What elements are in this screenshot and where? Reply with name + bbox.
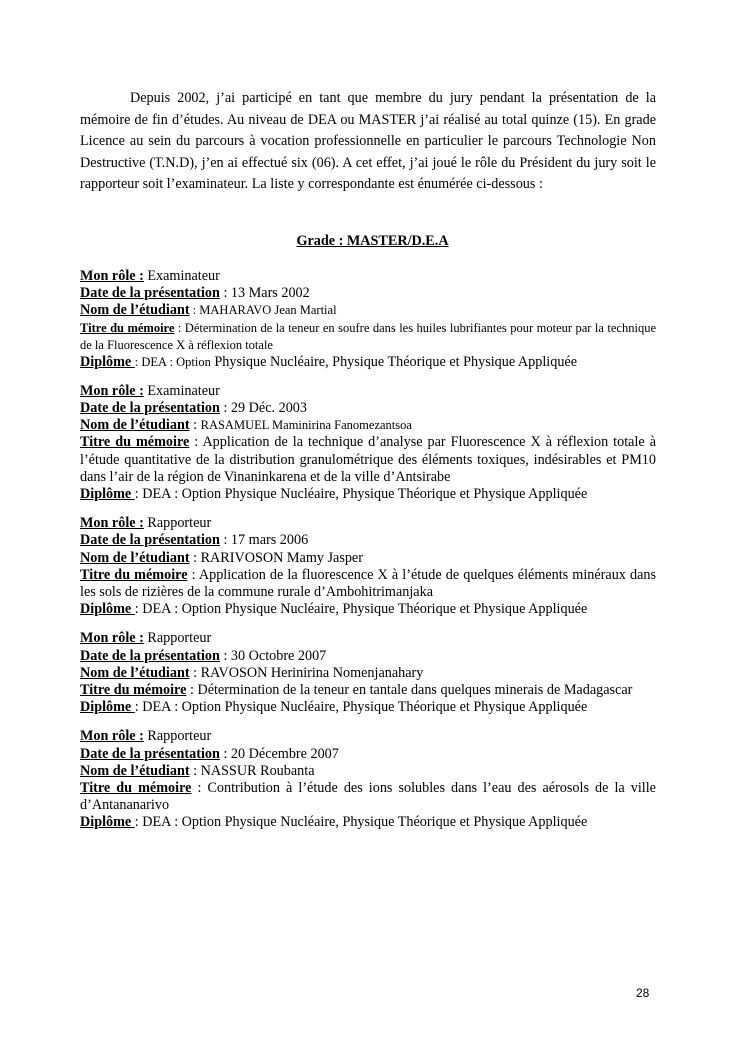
date-line [80, 285, 656, 302]
title-label: Titre du mémoire [80, 566, 188, 583]
date-value: : 13 Mars 2002 [219, 285, 310, 302]
jury-entry [80, 515, 656, 618]
role-value: Rapporteur [143, 630, 212, 647]
title-label: Titre du mémoire [80, 682, 187, 699]
date-label: Date de la présentation [80, 532, 220, 549]
title-label: Titre du mémoire [80, 780, 192, 797]
student-label: Nom de l’étudiant [80, 302, 190, 319]
diploma-value: : DEA : Option Physique Nucléaire, Physique Théorique et Physique Appliquée [134, 601, 588, 618]
role-line [80, 728, 656, 745]
diploma-value: : DEA : Option Physique Nucléaire, Physique Théorique et Physique Appliquée [134, 699, 588, 716]
diploma-line [80, 354, 656, 371]
student-label: Nom de l’étudiant [80, 762, 190, 779]
role-label: Mon rôle : [80, 630, 144, 647]
title-line [80, 682, 656, 699]
role-line [80, 515, 656, 532]
role-value: Rapporteur [143, 515, 212, 532]
role-label: Mon rôle : [80, 728, 144, 745]
title-label: Titre du mémoire [80, 320, 175, 335]
title-line [80, 434, 656, 486]
student-line [80, 665, 656, 682]
student-line [80, 302, 656, 319]
date-line [80, 648, 656, 665]
date-label: Date de la présentation [80, 745, 220, 762]
diploma-line [80, 814, 656, 831]
jury-entry [80, 268, 656, 371]
jury-entries-list [80, 268, 656, 844]
student-value: : RARIVOSON Mamy Jasper [189, 549, 363, 566]
diploma-line [80, 601, 656, 618]
diploma-label: Diplôme [80, 814, 135, 831]
jury-entry [80, 728, 656, 831]
intro-paragraph: Depuis 2002, j’ai participé en tant que membre du jury pendant la présentation de la mémoire de fin d’études. Au niveau de DEA ou MASTER j’ai réalisé au total quinze (15). En grade Licence au sein du parcours à vocation professionnelle en particulier le parcours Technologie Non Destructive (T.N.D), j’en ai effectué six (06). A cet effet, j’ai joué le rôle du Président du jury soit le rapporteur soit l’examinateur. La liste y correspondante est énumérée ci-dessous : [80, 90, 656, 193]
date-value: : 17 mars 2006 [219, 532, 309, 549]
title-line [80, 320, 656, 354]
grade-heading-text: Grade : MASTER/D.E.A [296, 233, 449, 249]
student-label: Nom de l’étudiant [80, 549, 190, 566]
diploma-line [80, 699, 656, 716]
diploma-label: Diplôme [80, 486, 135, 503]
role-line [80, 383, 656, 400]
student-value: : RAVOSON Herinirina Nomenjanahary [189, 664, 424, 681]
title-value: : Détermination de la teneur en soufre dans les huiles lubrifiantes pour moteur par la technique de la Fluorescence X à réflexion totale [80, 320, 656, 352]
diploma-line [80, 486, 656, 503]
student-value: : MAHARAVO Jean Martial [189, 303, 337, 318]
title-line [80, 567, 656, 601]
date-value: : 30 Octobre 2007 [219, 647, 327, 664]
date-label: Date de la présentation [80, 285, 220, 302]
diploma-prefix: : DEA : Option [134, 354, 211, 369]
title-value: : Application de la technique d’analyse par Fluorescence X à réflexion totale à l’étude quantitative de la distribution granulométrique des éléments toxiques, indésirables et PM10 dans l’air de la région de Vinaninkarena et de la ville d’Antsirabe [80, 434, 656, 485]
diploma-label: Diplôme [80, 601, 135, 618]
diploma-value: Physique Nucléaire, Physique Théorique et Physique Appliquée [210, 353, 578, 370]
date-line [80, 532, 656, 549]
student-line [80, 417, 656, 434]
role-label: Mon rôle : [80, 268, 144, 284]
student-line [80, 763, 656, 780]
role-line [80, 268, 656, 285]
student-separator: : [189, 417, 201, 434]
title-value: : Application de la fluorescence X à l’étude de quelques éléments minéraux dans les sols de rizières de la commune rurale d’Ambohitrimanjaka [80, 566, 656, 601]
role-label: Mon rôle : [80, 382, 144, 399]
role-value: Examinateur [143, 382, 220, 399]
diploma-value: : DEA : Option Physique Nucléaire, Physique Théorique et Physique Appliquée [134, 814, 588, 831]
title-line [80, 780, 656, 814]
jury-entry [80, 630, 656, 716]
role-label: Mon rôle : [80, 515, 144, 532]
date-line [80, 400, 656, 417]
student-line [80, 550, 656, 567]
diploma-label: Diplôme [80, 353, 135, 370]
date-label: Date de la présentation [80, 647, 220, 664]
date-value: : 20 Décembre 2007 [219, 745, 339, 762]
student-value: : NASSUR Roubanta [189, 762, 315, 779]
jury-entry [80, 383, 656, 503]
role-value: Rapporteur [143, 728, 212, 745]
date-label: Date de la présentation [80, 400, 220, 417]
page-number: 28 [636, 986, 650, 1000]
diploma-label: Diplôme [80, 699, 135, 716]
role-value: Examinateur [143, 268, 220, 284]
student-label: Nom de l’étudiant [80, 417, 190, 434]
student-value: RASAMUEL Maminirina Fanomezantsoa [200, 418, 412, 433]
student-label: Nom de l’étudiant [80, 664, 190, 681]
title-value: : Détermination de la teneur en tantale dans quelques minerais de Madagascar [186, 682, 633, 699]
date-line [80, 746, 656, 763]
title-label: Titre du mémoire [80, 434, 190, 451]
date-value: : 29 Déc. 2003 [219, 400, 307, 417]
diploma-value: : DEA : Option Physique Nucléaire, Physique Théorique et Physique Appliquée [134, 486, 588, 503]
role-line [80, 630, 656, 647]
grade-heading [0, 233, 745, 250]
title-value: : Contribution à l’étude des ions solubles dans l’eau des aérosols de la ville d’Antananarivo [80, 780, 656, 814]
